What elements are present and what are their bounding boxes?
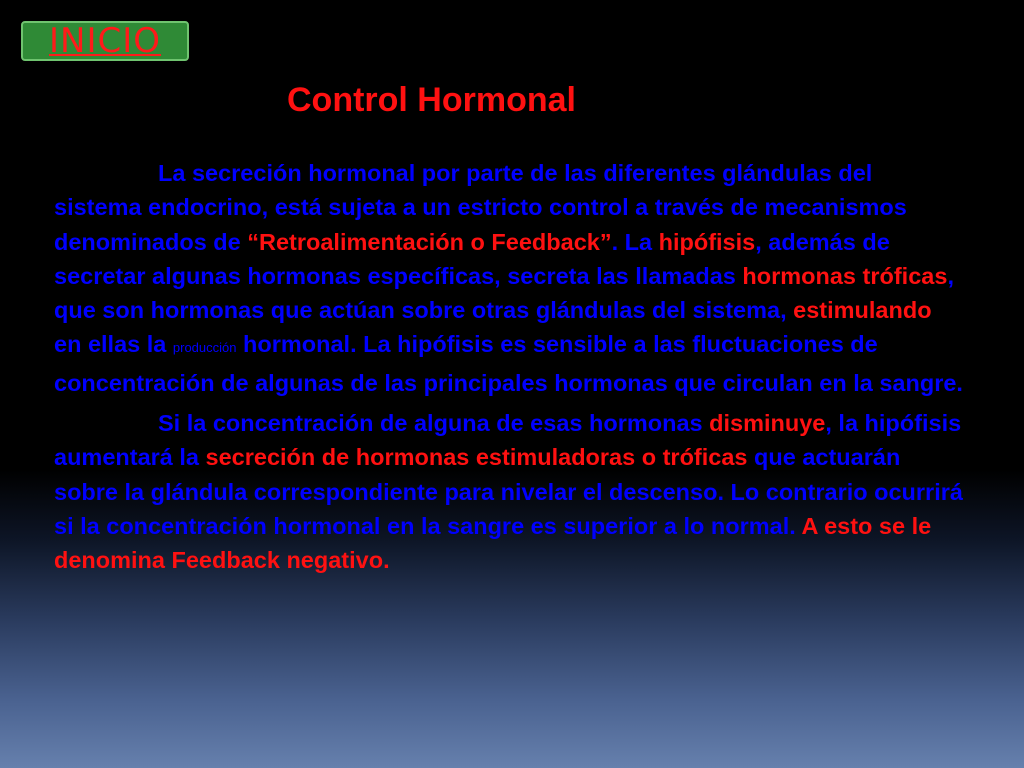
text-segment: , que son hormonas que actúan sobre otras glándulas del sistema,	[54, 262, 954, 324]
text-segment: hormonal. La hipófisis es sensible a las fluctuaciones de concentración de algunas de las principales hormonas que circulan en la sangre.	[54, 331, 963, 396]
highlight-disminuye: disminuye	[709, 410, 826, 437]
highlight-estimulando: estimulando	[793, 297, 932, 324]
paragraph-feedback-intro	[54, 156, 964, 400]
text-segment: La secreción hormonal por parte de las diferentes glándulas del sistema endocrino, está sujeta a un estricto control a través de mecanismos denominados de	[54, 160, 907, 255]
inicio-button-label: INICIO	[48, 21, 162, 61]
highlight-hipofisis: hipófisis	[658, 228, 756, 255]
text-segment: Si la concentración de alguna de esas hormonas	[158, 410, 710, 437]
text-produccion-small: producción	[172, 340, 237, 356]
text-segment: . La	[611, 228, 659, 255]
slide-title: Control Hormonal	[287, 81, 576, 119]
highlight-retroalimentacion: “Retroalimentación o Feedback”	[247, 228, 612, 255]
slide-body	[54, 156, 964, 578]
inicio-button[interactable]	[21, 21, 189, 61]
paragraph-feedback-negativo	[54, 406, 964, 577]
highlight-hormonas-troficas: hormonas tróficas	[742, 262, 948, 289]
text-segment: en ellas la	[54, 331, 173, 358]
text-segment: , además de secretar algunas hormonas específicas, secreta las llamadas	[54, 228, 890, 289]
highlight-feedback-negativo: A esto se le denomina Feedback negativo.	[54, 512, 932, 574]
text-segment: que actuarán sobre la glándula correspondiente para nivelar el descenso. Lo contrario ocurrirá si la concentración hormonal en la sangre es superior a lo normal.	[54, 444, 963, 539]
text-segment: , la hipófisis aumentará la	[54, 410, 962, 471]
highlight-secrecion-hormonas: secreción de hormonas estimuladoras o tróficas	[205, 444, 748, 471]
